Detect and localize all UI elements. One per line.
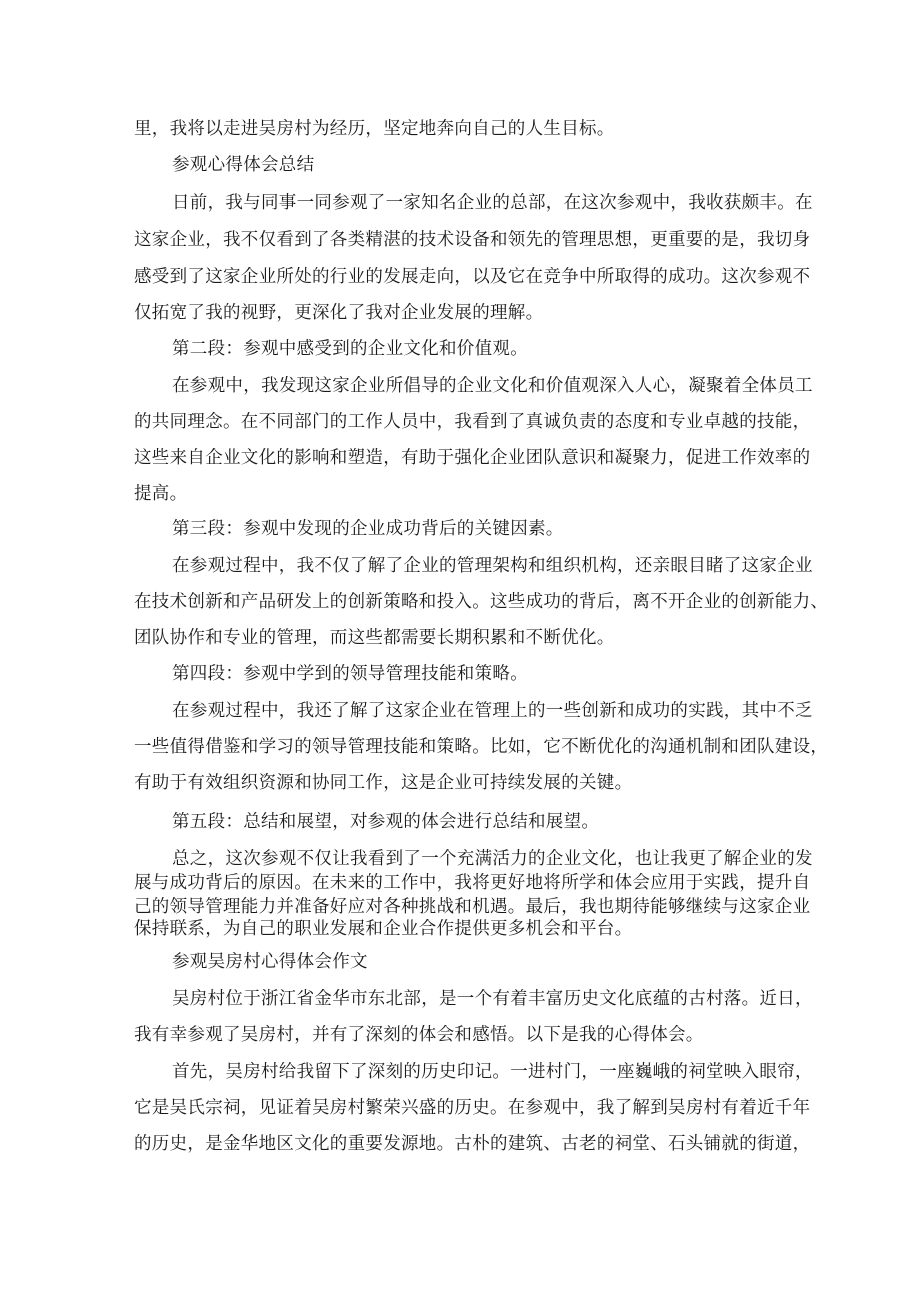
text-line: 在参观过程中，我不仅了解了企业的管理架构和组织机构，还亲眼目睹了这家企业 [172, 556, 813, 576]
text-line: 团队协作和专业的管理，而这些都需要长期积累和不断优化。 [134, 628, 615, 648]
text-line: 我有幸参观了吴房村，并有了深刻的体会和感悟。以下是我的心得体会。 [134, 1025, 704, 1045]
text-line: 仅拓宽了我的视野，更深化了我对企业发展的理解。 [134, 303, 544, 323]
text-line: 的共同理念。在不同部门的工作人员中，我看到了真诚负责的态度和专业卓越的技能， [134, 412, 811, 432]
text-line: 它是吴氏宗祠，见证着吴房村繁荣兴盛的历史。在参观中，我了解到吴房村有着近千年 [134, 1098, 811, 1118]
text-line: 的历史，是金华地区文化的重要发源地。古朴的建筑、古老的祠堂、石头铺就的街道， [134, 1134, 811, 1154]
paragraph-heading: 第二段：参观中感受到的企业文化和价值观。 [172, 339, 528, 359]
text-line: 首先，吴房村给我留下了深刻的历史印记。一进村门，一座巍峨的祠堂映入眼帘， [172, 1062, 813, 1082]
text-line: 保持联系，为自己的职业发展和企业合作提供更多机会和平台。 [134, 919, 633, 939]
text-line: 这家企业，我不仅看到了各类精湛的技术设备和领先的管理思想，更重要的是，我切身 [134, 230, 811, 250]
text-line: 在技术创新和产品研发上的创新策略和投入。这些成功的背后，离不开企业的创新能力、 [134, 592, 829, 612]
text-line: 展与成功背后的原因。在未来的工作中，我将更好地将所学和体会应用于实践，提升自 [134, 873, 811, 893]
text-line: 这些来自企业文化的影响和塑造，有助于强化企业团队意识和凝聚力，促进工作效率的 [134, 448, 811, 468]
paragraph-heading: 第五段：总结和展望，对参观的体会进行总结和展望。 [172, 812, 600, 832]
text-line: 里，我将以走进吴房村为经历，坚定地奔向自己的人生目标。 [134, 119, 615, 139]
text-line: 总之，这次参观不仅让我看到了一个充满活力的企业文化，也让我更了解企业的发 [172, 849, 813, 869]
text-line: 在参观中，我发现这家企业所倡导的企业文化和价值观深入人心，凝聚着全体员工 [172, 376, 813, 396]
text-line: 在参观过程中，我还了解了这家企业在管理上的一些创新和成功的实践，其中不乏 [172, 701, 813, 721]
section-heading: 参观心得体会总结 [172, 155, 315, 175]
text-line: 日前，我与同事一同参观了一家知名企业的总部，在这次参观中，我收获颇丰。在 [172, 193, 813, 213]
text-line: 提高。 [134, 484, 188, 504]
text-line: 吴房村位于浙江省金华市东北部，是一个有着丰富历史文化底蕴的古村落。近日， [172, 989, 813, 1009]
section-heading: 参观吴房村心得体会作文 [172, 952, 368, 972]
text-line: 己的领导管理能力并准备好应对各种挑战和机遇。最后，我也期待能够继续与这家企业 [134, 897, 811, 917]
text-line: 感受到了这家企业所处的行业的发展走向，以及它在竞争中所取得的成功。这次参观不 [134, 267, 811, 287]
paragraph-heading: 第三段：参观中发现的企业成功背后的关键因素。 [172, 519, 564, 539]
text-line: 有助于有效组织资源和协同工作，这是企业可持续发展的关键。 [134, 773, 633, 793]
text-line: 一些值得借鉴和学习的领导管理技能和策略。比如，它不断优化的沟通机制和团队建设， [134, 737, 829, 757]
paragraph-heading: 第四段：参观中学到的领导管理技能和策略。 [172, 664, 528, 684]
